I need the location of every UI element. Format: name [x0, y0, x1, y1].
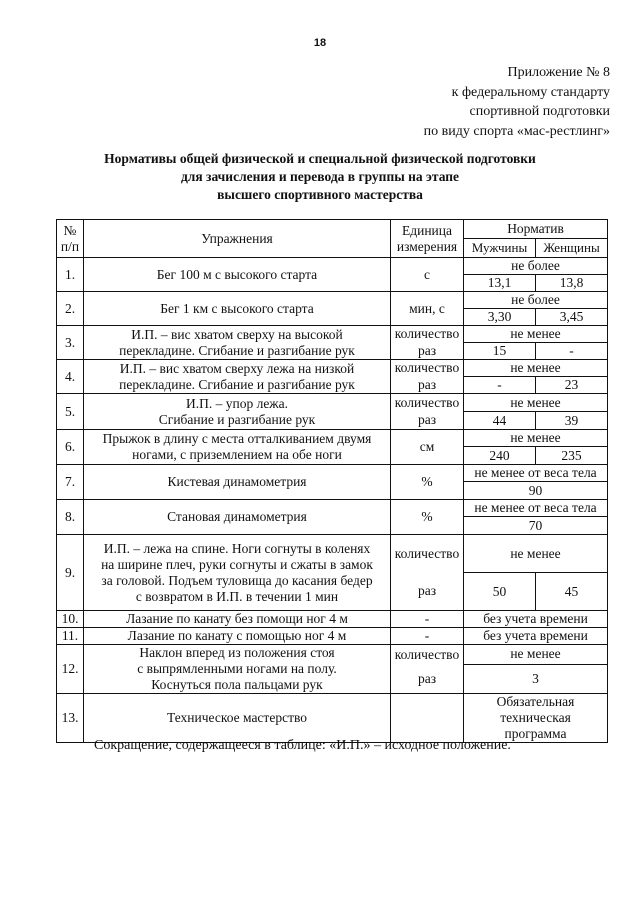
row-value: 90	[464, 482, 608, 500]
row-condition: не более	[464, 292, 608, 309]
row-unit: %	[391, 465, 464, 500]
row-unit-bottom: раз	[391, 412, 464, 430]
appendix-line-3: спортивной подготовки	[469, 104, 610, 119]
table-row	[57, 611, 608, 628]
norms-table	[56, 219, 608, 743]
row-number: 13.	[57, 694, 84, 743]
page-number: 18	[313, 37, 327, 49]
row-unit-top: количество	[391, 326, 464, 343]
title-line-3: высшего спортивного мастерства	[217, 187, 423, 202]
row-unit-bottom: раз	[391, 664, 464, 693]
header-norm: Норматив	[464, 220, 608, 239]
row-men-value: -	[464, 377, 536, 394]
row-number: 8.	[57, 500, 84, 535]
row-men-value: 240	[464, 447, 536, 465]
table-row	[57, 500, 608, 517]
header-exercise: Упражнения	[84, 220, 391, 258]
row-number: 6.	[57, 430, 84, 465]
row-condition: не менее	[464, 360, 608, 377]
appendix-line-2: к федеральному стандарту	[451, 84, 610, 100]
row-unit-top: количество	[391, 360, 464, 377]
row-unit: -	[391, 628, 464, 645]
table-row	[57, 394, 608, 412]
row-men-value: 44	[464, 412, 536, 430]
row-condition: не менее	[464, 535, 608, 573]
document-title	[0, 150, 640, 204]
table-row	[57, 628, 608, 645]
row-number: 10.	[57, 611, 84, 628]
row-exercise: Лазание по канату без помощи ног 4 м	[84, 611, 391, 628]
table-row	[57, 360, 608, 377]
table-row	[57, 645, 608, 665]
row-number: 9.	[57, 535, 84, 611]
row-exercise: И.П. – вис хватом сверху на высокой перекладине. Сгибание и разгибание рук	[84, 326, 391, 360]
table-row	[57, 326, 608, 343]
row-exercise: И.П. – упор лежа. Сгибание и разгибание рук	[84, 394, 391, 430]
row-women-value: 3,45	[536, 309, 608, 326]
row-number: 5.	[57, 394, 84, 430]
row-exercise: Бег 1 км с высокого старта	[84, 292, 391, 326]
row-unit-bottom: раз	[391, 343, 464, 360]
table-row	[57, 430, 608, 447]
table-row	[57, 694, 608, 743]
row-exercise: Бег 100 м с высокого старта	[84, 258, 391, 292]
row-unit: %	[391, 500, 464, 535]
row-unit: -	[391, 611, 464, 628]
table-row	[57, 292, 608, 309]
row-unit-top: количество	[391, 645, 464, 665]
row-unit-bottom: раз	[391, 377, 464, 394]
row-women-value: 45	[536, 573, 608, 611]
row-condition: не менее от веса тела	[464, 500, 608, 517]
header-men: Мужчины	[464, 239, 536, 258]
row-exercise: Наклон вперед из положения стоя с выпрямленными ногами на полу. Коснуться пола пальцами рук	[84, 645, 391, 694]
row-men-value: 50	[464, 573, 536, 611]
abbreviation-note: Сокращение, содержащееся в таблице: «И.П.» – исходное положение.	[94, 738, 511, 753]
row-unit: с	[391, 258, 464, 292]
row-condition: не менее	[464, 430, 608, 447]
row-men-value: 13,1	[464, 275, 536, 292]
title-line-2: для зачисления и перевода в группы на этапе	[180, 169, 460, 184]
row-exercise: И.П. – лежа на спине. Ноги согнуты в коленях на ширине плеч, руки согнуты и сжаты в замок за головой. Подъем туловища до касания бедер с возвратом в И.П. в течении 1 мин	[84, 535, 391, 611]
row-condition: не менее	[464, 394, 608, 412]
row-women-value: -	[536, 343, 608, 360]
row-value: 3	[464, 664, 608, 693]
row-condition: не менее	[464, 326, 608, 343]
row-number: 1.	[57, 258, 84, 292]
appendix-line-1: Приложение № 8	[507, 65, 610, 80]
row-exercise: Кистевая динамометрия	[84, 465, 391, 500]
row-number: 11.	[57, 628, 84, 645]
row-exercise: Техническое мастерство	[84, 694, 391, 743]
row-number: 7.	[57, 465, 84, 500]
table-row	[57, 258, 608, 275]
row-exercise: Прыжок в длину с места отталкиванием двумя ногами, с приземлением на обе ноги	[84, 430, 391, 465]
header-women: Женщины	[536, 239, 608, 258]
appendix-line-4: по виду спорта «мас-рестлинг»	[423, 123, 610, 139]
row-value: без учета времени	[464, 611, 608, 628]
row-condition: не менее	[464, 645, 608, 665]
appendix-block	[424, 63, 610, 141]
row-exercise: Лазание по канату с помощью ног 4 м	[84, 628, 391, 645]
row-men-value: 15	[464, 343, 536, 360]
row-value: Обязательная техническая программа	[464, 694, 608, 743]
row-exercise: Становая динамометрия	[84, 500, 391, 535]
title-line-1: Нормативы общей физической и специальной физической подготовки	[104, 151, 536, 166]
row-women-value: 13,8	[536, 275, 608, 292]
row-women-value: 235	[536, 447, 608, 465]
header-unit: Единица измерения	[391, 220, 464, 258]
row-condition: не более	[464, 258, 608, 275]
row-number: 4.	[57, 360, 84, 394]
row-men-value: 3,30	[464, 309, 536, 326]
table-row	[57, 535, 608, 573]
table-header-row	[57, 220, 608, 239]
row-exercise: И.П. – вис хватом сверху лежа на низкой перекладине. Сгибание и разгибание рук	[84, 360, 391, 394]
row-condition: не менее от веса тела	[464, 465, 608, 482]
row-women-value: 39	[536, 412, 608, 430]
row-value: без учета времени	[464, 628, 608, 645]
row-unit-top: количество	[391, 394, 464, 412]
row-women-value: 23	[536, 377, 608, 394]
row-unit: см	[391, 430, 464, 465]
row-value: 70	[464, 517, 608, 535]
row-number: 2.	[57, 292, 84, 326]
row-number: 12.	[57, 645, 84, 694]
row-number: 3.	[57, 326, 84, 360]
row-unit: мин, с	[391, 292, 464, 326]
row-unit-top: количество	[391, 535, 464, 573]
table-row	[57, 465, 608, 482]
header-number: № п/п	[57, 220, 84, 258]
row-unit	[391, 694, 464, 743]
row-unit-bottom: раз	[391, 573, 464, 611]
